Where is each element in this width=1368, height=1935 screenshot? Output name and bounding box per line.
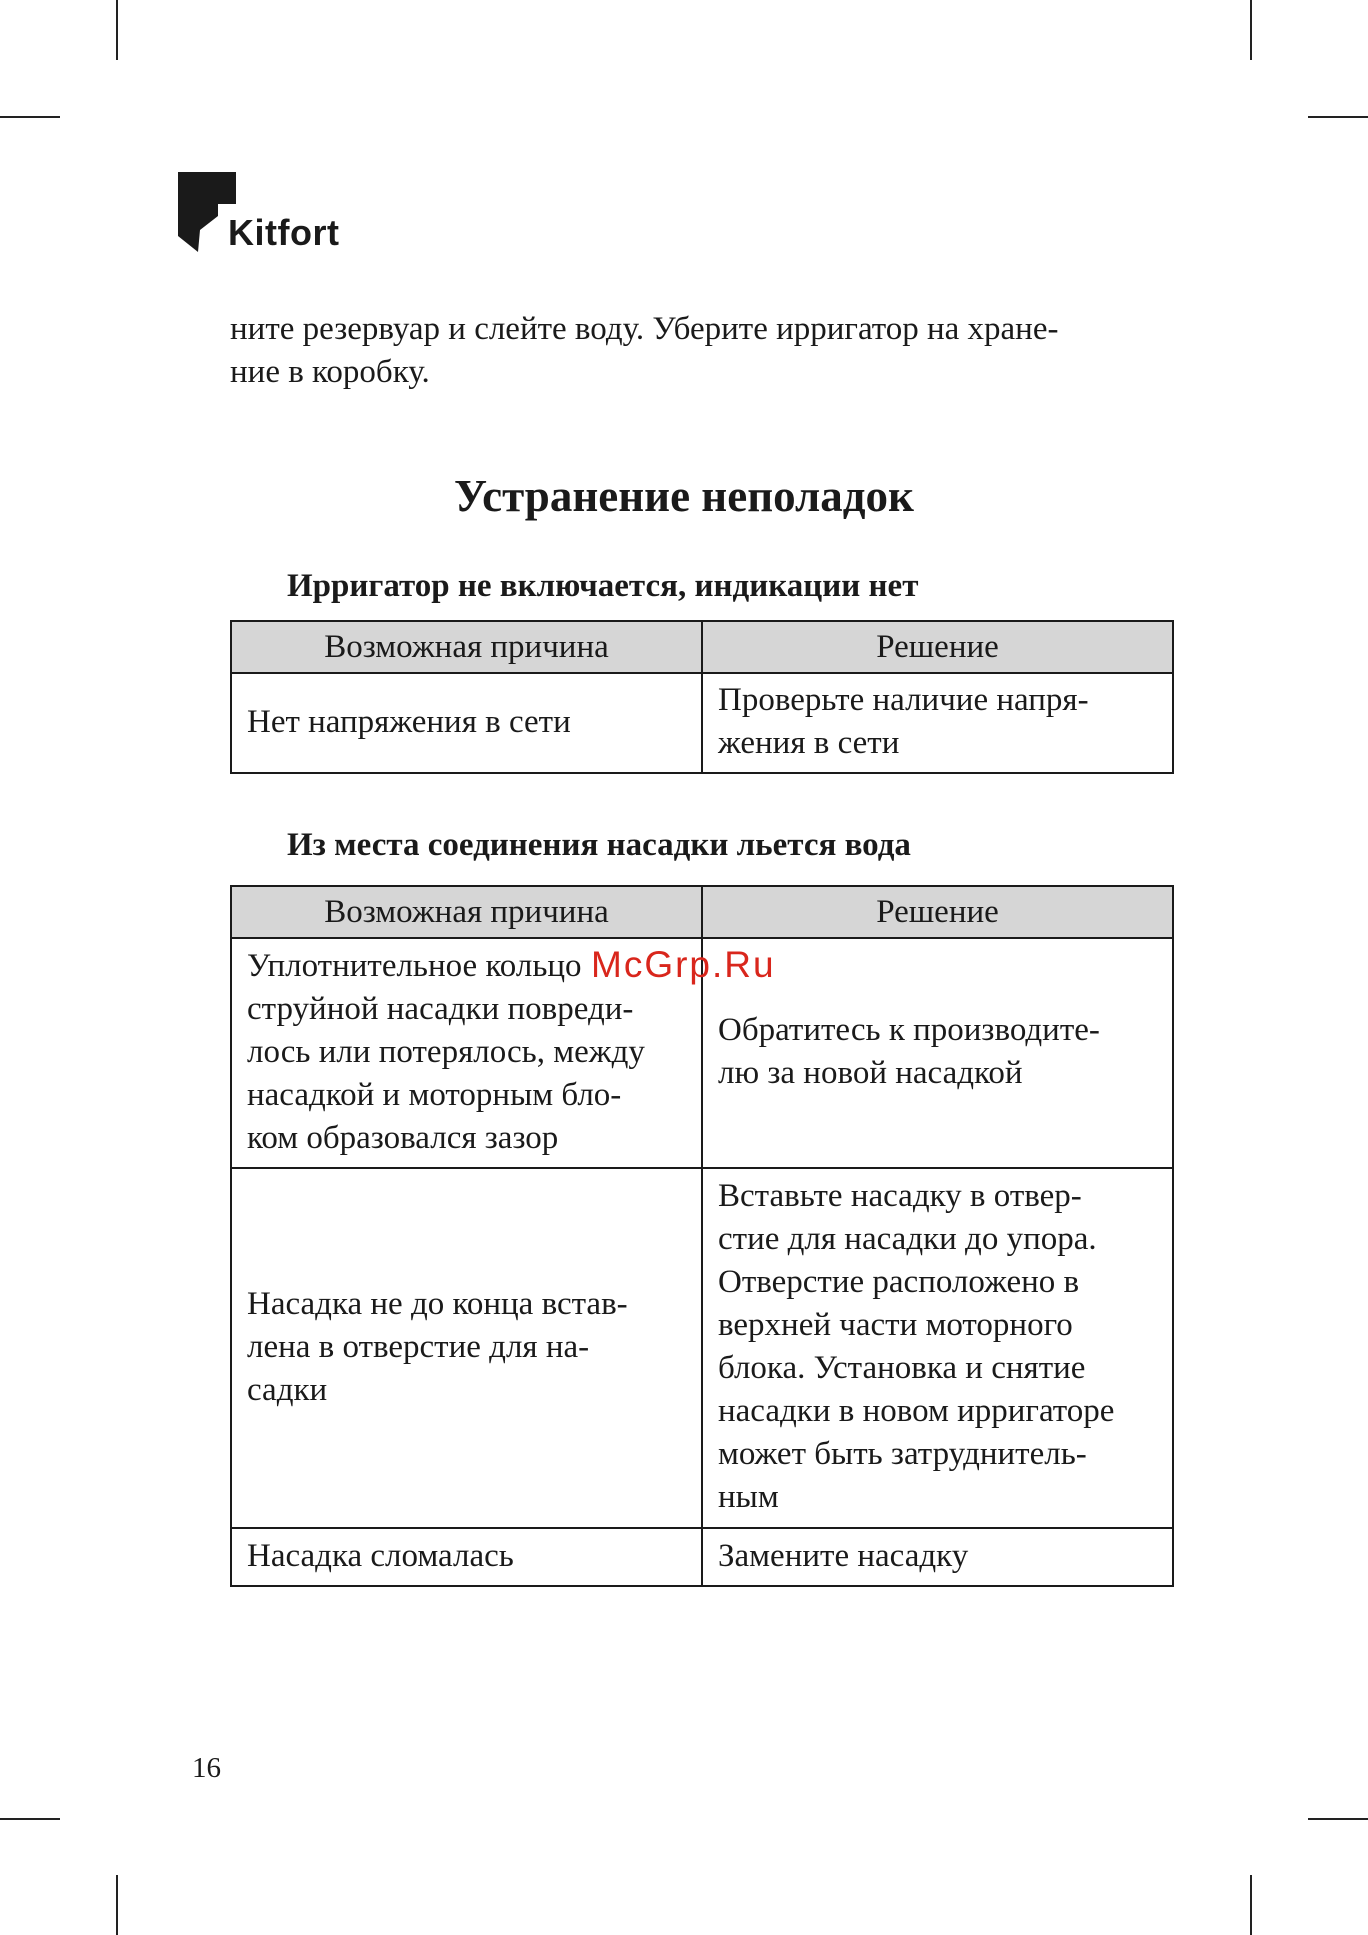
column-header-cause: Возможная причина [231, 886, 702, 938]
crop-mark [0, 116, 60, 118]
column-header-solution: Решение [702, 621, 1173, 673]
crop-mark [1250, 1875, 1252, 1935]
column-header-cause: Возможная причина [231, 621, 702, 673]
brand-logo-text: Kitfort [228, 212, 340, 253]
cause-cell: Насадка сломалась [231, 1528, 702, 1586]
section-title: Устранение неполадок [454, 471, 914, 521]
crop-mark [1250, 0, 1252, 60]
table-row [231, 1168, 1173, 1528]
table-heading: Ирригатор не включается, индикации нет [287, 568, 919, 604]
table-heading: Из места соединения насадки льется вода [287, 827, 911, 863]
solution-cell: Замените насадку [702, 1528, 1173, 1586]
crop-mark [116, 1875, 118, 1935]
intro-line: ните резервуар и слейте воду. Уберите ирригатор на хране- [230, 311, 1059, 347]
solution-cell: Обратитесь к производите- лю за новой насадкой [702, 938, 1173, 1168]
intro-line: ние в коробку. [230, 354, 430, 390]
table-row [231, 1528, 1173, 1586]
solution-cell: Проверьте наличие напря- жения в сети [702, 673, 1173, 773]
cause-cell: Уплотнительное кольцо струйной насадки повреди- лось или потерялось, между насадкой и моторным бло- ком образовался зазор [231, 938, 702, 1168]
table-header-row [231, 886, 1173, 938]
intro-paragraph [230, 308, 1170, 394]
table-row [231, 673, 1173, 773]
solution-cell: Вставьте насадку в отвер- стие для насадки до упора. Отверстие расположено в верхней части моторного блока. Установка и снятие насадки в новом ирригаторе может быть затруднитель- ным [702, 1168, 1173, 1528]
crop-mark [0, 1818, 60, 1820]
cause-cell: Нет напряжения в сети [231, 673, 702, 773]
watermark: McGrp.Ru [591, 944, 776, 985]
page-number: 16 [192, 1752, 221, 1784]
troubleshooting-table [230, 620, 1174, 774]
column-header-solution: Решение [702, 886, 1173, 938]
crop-mark [1308, 116, 1368, 118]
troubleshooting-table [230, 885, 1174, 1587]
crop-mark [1308, 1818, 1368, 1820]
crop-mark [116, 0, 118, 60]
cause-cell: Насадка не до конца встав- лена в отверстие для на- садки [231, 1168, 702, 1528]
table-header-row [231, 621, 1173, 673]
